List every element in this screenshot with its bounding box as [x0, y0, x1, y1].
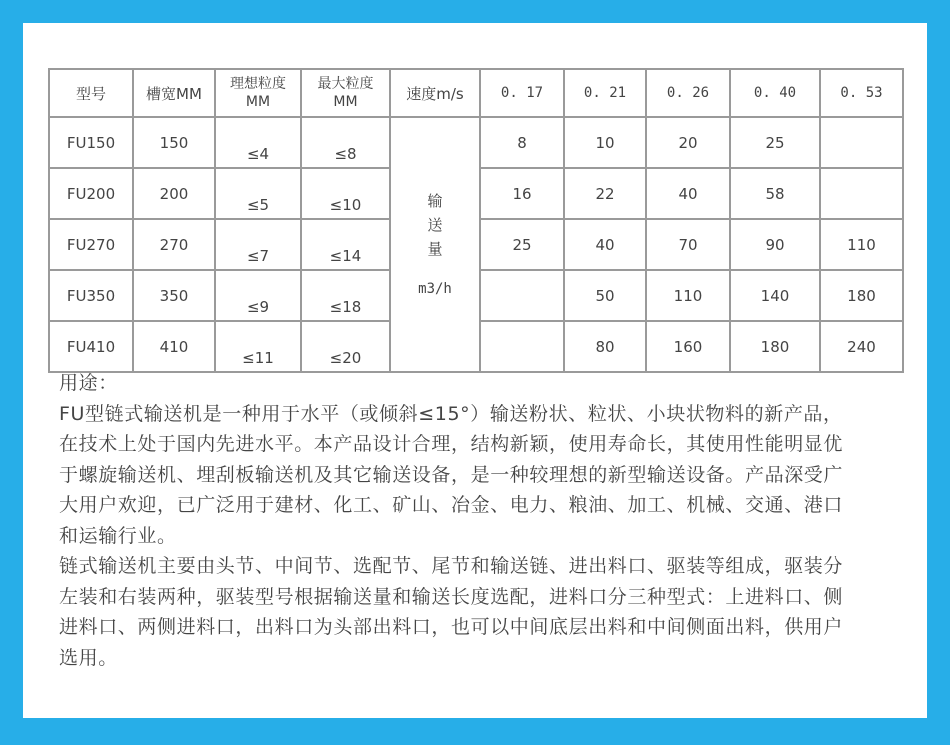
throughput-value-cell: 8 [480, 117, 564, 168]
header-max-size-label: 最大粒度 [317, 76, 374, 92]
header-width: 槽宽MM [133, 69, 215, 117]
throughput-value-cell: 58 [730, 168, 820, 219]
throughput-value-cell [480, 270, 564, 321]
model-cell: FU270 [49, 219, 133, 270]
table-header-row [49, 69, 903, 117]
ideal-size-cell: ≤5 [215, 168, 301, 219]
description-line: 大用户欢迎，已广泛用于建材、化工、矿山、冶金、电力、粮油、加工、机械、交通、港口 [59, 494, 844, 516]
ideal-size-cell: ≤9 [215, 270, 301, 321]
throughput-value-cell: 25 [480, 219, 564, 270]
ideal-size-cell: ≤7 [215, 219, 301, 270]
description-heading: 用途： [59, 372, 118, 394]
throughput-value-cell: 40 [646, 168, 730, 219]
throughput-value-cell: 16 [480, 168, 564, 219]
throughput-label-cell [390, 117, 480, 372]
throughput-unit: m3/h [418, 280, 452, 297]
throughput-value-cell: 160 [646, 321, 730, 372]
description-line: FU型链式输送机是一种用于水平（或倾斜≤15°）输送粉状、粒状、小块状物料的新产品， [59, 402, 843, 425]
throughput-value-cell: 90 [730, 219, 820, 270]
header-speed-5: 0. 53 [820, 69, 903, 117]
model-cell: FU410 [49, 321, 133, 372]
throughput-value-cell: 140 [730, 270, 820, 321]
header-max-size-unit: MM [333, 94, 358, 110]
header-ideal-size [215, 69, 301, 117]
width-cell: 410 [133, 321, 215, 372]
max-size-cell: ≤18 [301, 270, 390, 321]
throughput-value-cell: 70 [646, 219, 730, 270]
throughput-value-cell [820, 117, 903, 168]
description-line: 在技术上处于国内先进水平。本产品设计合理，结构新颖，使用寿命长，其使用性能明显优 [59, 433, 844, 455]
throughput-value-cell [820, 168, 903, 219]
throughput-value-cell: 40 [564, 219, 646, 270]
model-cell: FU350 [49, 270, 133, 321]
throughput-value-cell: 240 [820, 321, 903, 372]
description [59, 368, 909, 673]
ideal-size-cell: ≤11 [215, 321, 301, 372]
throughput-value-cell: 110 [646, 270, 730, 321]
header-ideal-size-unit: MM [245, 94, 271, 110]
max-size-cell: ≤20 [301, 321, 390, 372]
max-size-cell: ≤8 [301, 117, 390, 168]
content-panel [23, 23, 927, 718]
model-cell: FU150 [49, 117, 133, 168]
throughput-label-char: 送 [427, 215, 443, 234]
header-speed-1: 0. 17 [480, 69, 564, 117]
description-line: 于螺旋输送机、埋刮板输送机及其它输送设备，是一种较理想的新型输送设备。产品深受广 [59, 463, 844, 486]
table-row [49, 117, 903, 168]
throughput-value-cell: 10 [564, 117, 646, 168]
header-speed-3: 0. 26 [646, 69, 730, 117]
spec-table [48, 68, 904, 373]
description-line: 链式输送机主要由头节、中间节、选配节、尾节和输送链、进出料口、驱装等组成，驱装分 [59, 555, 844, 577]
header-ideal-size-label: 理想粒度 [230, 76, 286, 92]
throughput-value-cell: 20 [646, 117, 730, 168]
throughput-value-cell [480, 321, 564, 372]
description-line: 和运输行业。 [59, 524, 177, 547]
description-line: 左装和右装两种，驱装型号根据输送量和输送长度选配，进料口分三种型式：上进料口、侧 [59, 585, 844, 608]
width-cell: 270 [133, 219, 215, 270]
throughput-value-cell: 50 [564, 270, 646, 321]
header-speed-4: 0. 40 [730, 69, 820, 117]
header-max-size [301, 69, 390, 117]
header-speed: 速度m/s [390, 69, 480, 117]
max-size-cell: ≤10 [301, 168, 390, 219]
throughput-value-cell: 25 [730, 117, 820, 168]
throughput-value-cell: 180 [730, 321, 820, 372]
header-speed-2: 0. 21 [564, 69, 646, 117]
width-cell: 200 [133, 168, 215, 219]
ideal-size-cell: ≤4 [215, 117, 301, 168]
description-line: 选用。 [59, 646, 118, 669]
max-size-cell: ≤14 [301, 219, 390, 270]
width-cell: 350 [133, 270, 215, 321]
throughput-value-cell: 80 [564, 321, 646, 372]
model-cell: FU200 [49, 168, 133, 219]
throughput-label-char: 输 [427, 191, 443, 210]
throughput-value-cell: 22 [564, 168, 646, 219]
width-cell: 150 [133, 117, 215, 168]
description-line: 进料口、两侧进料口，出料口为头部出料口，也可以中间底层出料和中间侧面出料，供用户 [59, 616, 844, 638]
throughput-value-cell: 110 [820, 219, 903, 270]
throughput-value-cell: 180 [820, 270, 903, 321]
throughput-label-char: 量 [427, 239, 443, 258]
header-model: 型号 [49, 69, 133, 117]
